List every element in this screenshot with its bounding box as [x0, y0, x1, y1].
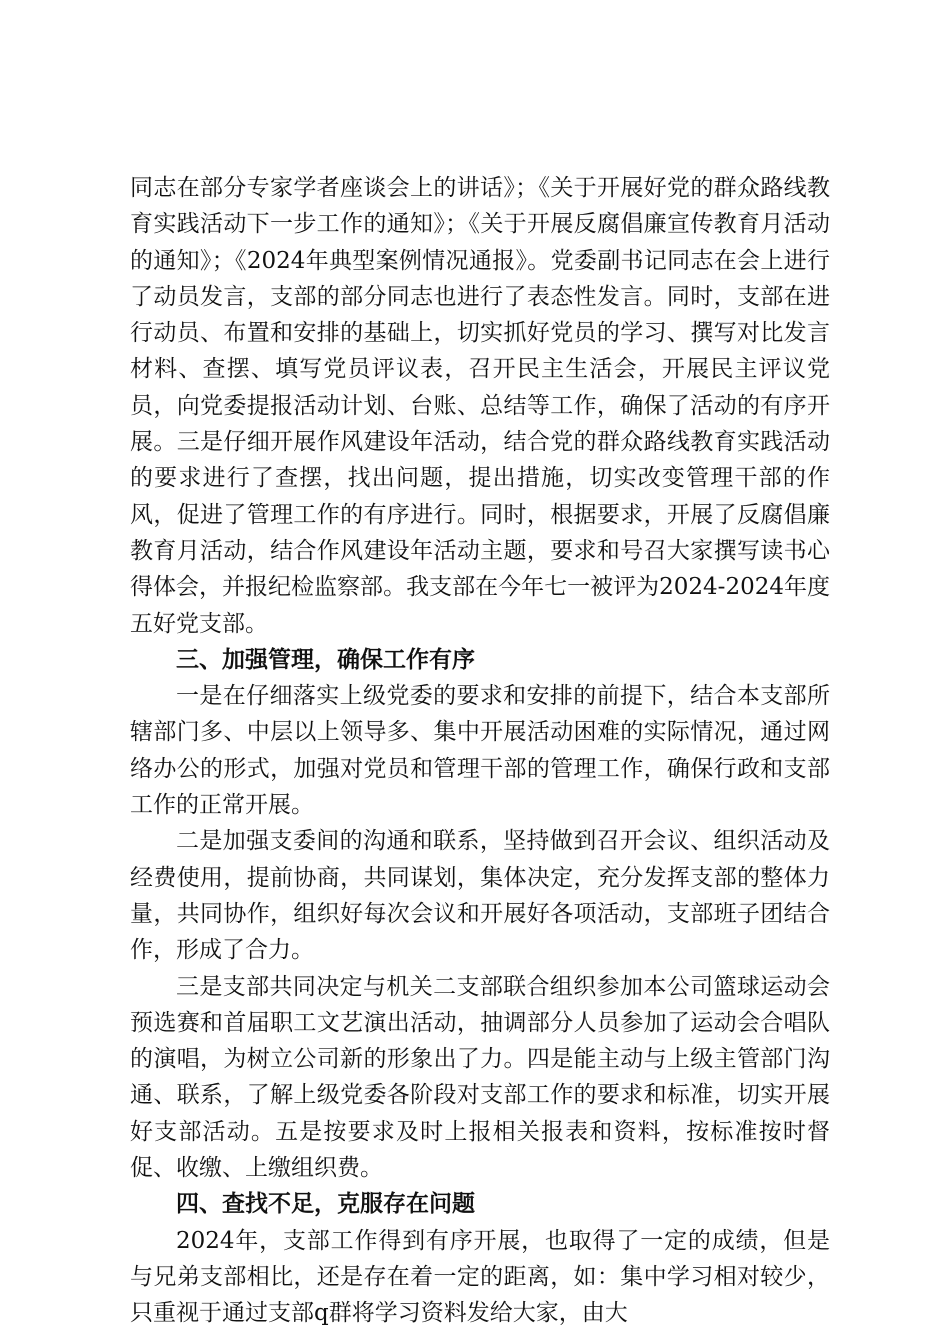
paragraph-point-2: 二是加强支委间的沟通和联系，坚持做到召开会议、组织活动及经费使用，提前协商，共同谋划，集体决定，充分发挥支部的整体力量，共同协作，组织好每次会议和开展好各项活动，支部班子团结合作，形成了合力。 [130, 828, 830, 964]
document-body [130, 170, 830, 1332]
paragraph-continued: 同志在部分专家学者座谈会上的讲话》；《关于开展好党的群众路线教育实践活动下一步工作的通知》；《关于开展反腐倡廉宣传教育月活动的通知》；《2024年典型案例情况通报》。党委副书记同志在会上进行了动员发言，支部的部分同志也进行了表态性发言。同时，支部在进行动员、布置和安排的基础上，切实抓好党员的学习、撰写对比发言材料、查摆、填写党员评议表，召开民主生活会，开展民主评议党员，向党委提报活动计划、台账、总结等工作，确保了活动的有序开展。三是仔细开展作风建设年活动，结合党的群众路线教育实践活动的要求进行了查摆，找出问题，提出措施，切实改变管理干部的作风，促进了管理工作的有序进行。同时，根据要求，开展了反腐倡廉教育月活动，结合作风建设年活动主题，要求和号召大家撰写读书心得体会，并报纪检监察部。我支部在今年七一被评为2024-2024年度五好党支部。 [130, 175, 830, 637]
section-heading-3: 三、加强管理，确保工作有序 [176, 646, 475, 673]
paragraph-point-1: 一是在仔细落实上级党委的要求和安排的前提下，结合本支部所辖部门多、中层以上领导多、集中开展活动困难的实际情况，通过网络办公的形式，加强对党员和管理干部的管理工作，确保行政和支部工作的正常开展。 [130, 683, 830, 819]
paragraph-point-3: 三是支部共同决定与机关二支部联合组织参加本公司篮球运动会预选赛和首届职工文艺演出活动，抽调部分人员参加了运动会合唱队的演唱，为树立公司新的形象出了力。四是能主动与上级主管部门沟通、联系，了解上级党委各阶段对支部工作的要求和标准，切实开展好支部活动。五是按要求及时上报相关报表和资料，按标准按时督促、收缴、上缴组织费。 [130, 973, 830, 1182]
section-heading-4: 四、查找不足，克服存在问题 [176, 1191, 475, 1218]
paragraph-shortcomings: 2024年，支部工作得到有序开展，也取得了一定的成绩，但是与兄弟支部相比，还是存在着一定的距离，如：集中学习相对较少，只重视于通过支部q群将学习资料发给大家，由大 [130, 1227, 830, 1327]
